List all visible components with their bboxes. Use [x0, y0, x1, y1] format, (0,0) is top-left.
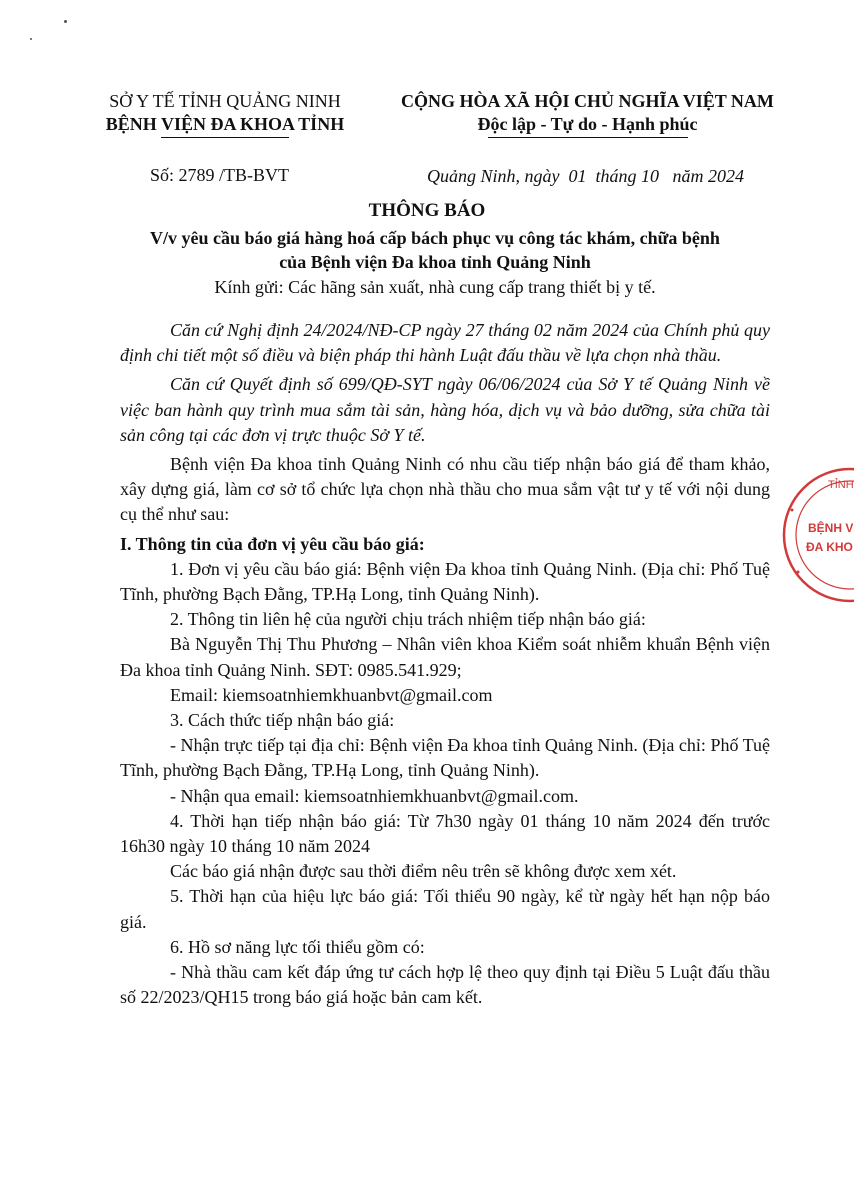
- national-header: [385, 90, 790, 138]
- stamp-text-line-2: ĐA KHO: [806, 540, 853, 554]
- item-1: 1. Đơn vị yêu cầu báo giá: Bệnh viện Đa khoa tỉnh Quảng Ninh. (Địa chỉ: Phố Tuệ Tĩnh, phường Bạch Đằng, TP.Hạ Long, tỉnh Quảng Ninh).: [120, 558, 770, 605]
- item-6a: - Nhà thầu cam kết đáp ứng tư cách hợp lệ theo quy định tại Điều 5 Luật đấu thầu số 22/2023/QH15 trong báo giá hoặc bản cam kết.: [120, 962, 770, 1008]
- document-body: [120, 318, 770, 1010]
- contact-person: Bà Nguyễn Thị Thu Phương – Nhân viên khoa Kiểm soát nhiễm khuẩn Bệnh viện Đa khoa tỉnh Quảng Ninh. SĐT: 0985.541.929;: [120, 634, 770, 680]
- document-date: Quảng Ninh, ngày 01 tháng 10 năm 2024: [427, 166, 744, 186]
- stamp-dot: [791, 509, 794, 512]
- item-4: 4. Thời hạn tiếp nhận báo giá: Từ 7h30 ngày 01 tháng 10 năm 2024 đến trước 16h30 ngày 10 tháng 10 năm 2024: [120, 810, 770, 857]
- intro-paragraph: Bệnh viện Đa khoa tỉnh Quảng Ninh có nhu cầu tiếp nhận báo giá để tham khảo, xây dựng giá, làm cơ sở tổ chức lựa chọn nhà thầu cho mua sắm vật tư y tế với nội dung cụ thể như sau:: [120, 454, 770, 525]
- subject-line-1: V/v yêu cầu báo giá hàng hoá cấp bách phục vụ công tác khám, chữa bệnh: [150, 228, 720, 248]
- item-5: 5. Thời hạn của hiệu lực báo giá: Tối thiểu 90 ngày, kể từ ngày hết hạn nộp báo giá.: [120, 886, 770, 932]
- parent-organization: SỞ Y TẾ TỈNH QUẢNG NINH: [109, 91, 341, 111]
- legal-basis-2: Căn cứ Quyết định số 699/QĐ-SYT ngày 06/06/2024 của Sở Y tế Quảng Ninh về việc ban hành quy trình mua sắm tài sản, hàng hóa, dịch vụ và bảo dưỡng, sửa chữa tài sản công tại các đơn vị trực thuộc Sở Y tế.: [120, 374, 770, 445]
- national-motto: Độc lập - Tự do - Hạnh phúc: [477, 114, 698, 134]
- scan-speck: [64, 20, 67, 23]
- legal-basis-1: Căn cứ Nghị định 24/2024/NĐ-CP ngày 27 tháng 02 năm 2024 của Chính phủ quy định chi tiết một số điều và biện pháp thi hành Luật đấu thầu về lựa chọn nhà thầu.: [120, 320, 770, 366]
- stamp-inner-ring: [796, 481, 854, 589]
- recipient-line: Kính gửi: Các hãng sản xuất, nhà cung cấp trang thiết bị y tế.: [214, 277, 656, 297]
- document-number: Số: 2789 /TB-BVT: [150, 165, 290, 185]
- stamp-dot: [797, 571, 800, 574]
- red-seal-stamp: [778, 460, 854, 610]
- stamp-text-line-1: BỆNH V: [808, 521, 854, 535]
- contact-email: Email: kiemsoatnhiemkhuanbvt@gmail.com: [170, 684, 493, 705]
- item-4-note: Các báo giá nhận được sau thời điểm nêu trên sẽ không được xem xét.: [170, 861, 677, 882]
- item-3b: - Nhận qua email: kiemsoatnhiemkhuanbvt@gmail.com.: [170, 785, 579, 806]
- scan-speck: [30, 38, 32, 40]
- section-heading-1: I. Thông tin của đơn vị yêu cầu báo giá:: [120, 533, 425, 554]
- item-2: 2. Thông tin liên hệ của người chịu trách nhiệm tiếp nhận báo giá:: [170, 609, 646, 630]
- issuer-underline: [161, 137, 289, 138]
- item-6: 6. Hồ sơ năng lực tối thiểu gồm có:: [170, 936, 425, 957]
- motto-underline: [488, 137, 688, 138]
- item-3a: - Nhận trực tiếp tại địa chỉ: Bệnh viện Đa khoa tỉnh Quảng Ninh. (Địa chỉ: Phố Tuệ Tĩnh, phường Bạch Đằng, TP.Hạ Long, tỉnh Quảng Ninh).: [120, 735, 770, 781]
- stamp-top-text: TỈNH: [828, 479, 854, 491]
- organization-name: BỆNH VIỆN ĐA KHOA TỈNH: [105, 114, 345, 134]
- item-3: 3. Cách thức tiếp nhận báo giá:: [170, 710, 395, 731]
- document-subject: [90, 226, 780, 274]
- issuer-block: [100, 90, 350, 138]
- country-name: CỘNG HÒA XÃ HỘI CHỦ NGHĨA VIỆT NAM: [401, 91, 774, 111]
- document-title: THÔNG BÁO: [368, 200, 486, 221]
- subject-line-2: của Bệnh viện Đa khoa tỉnh Quảng Ninh: [279, 252, 591, 272]
